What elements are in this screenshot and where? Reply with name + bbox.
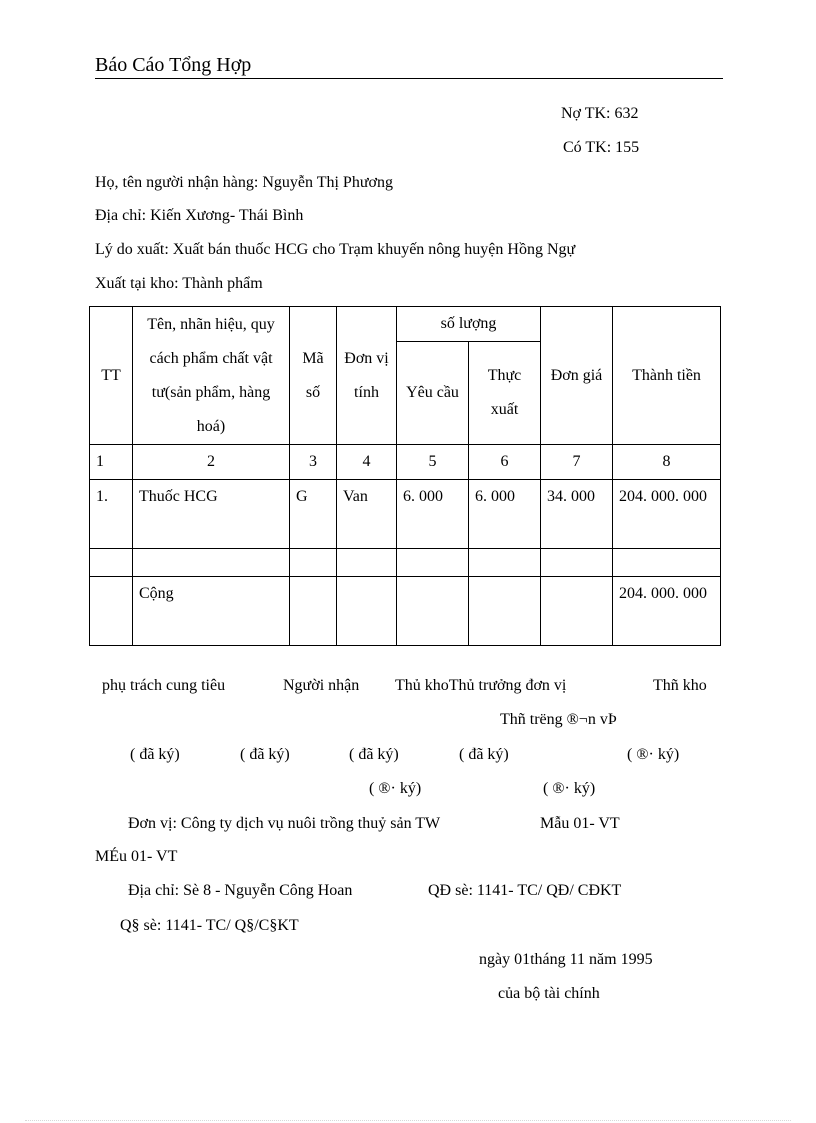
empty-cell (397, 577, 469, 646)
sign-keeper-head: Thủ khoThủ trưởng đơn vị (395, 677, 567, 694)
footer-date: ngày 01tháng 11 năm 1995 (479, 951, 653, 968)
table-row (90, 549, 721, 577)
row-amount: 204. 000. 000 (613, 480, 721, 549)
row-price: 34. 000 (541, 480, 613, 549)
empty-cell (541, 577, 613, 646)
empty-cell (290, 549, 337, 577)
colnum-4: 4 (337, 445, 397, 480)
header-unit: Đơn vị tính (337, 307, 397, 445)
header-actual: Thực xuất (469, 342, 541, 445)
footer-decision-garbled: Q§ sè: 1141- TC/ Q§/C§KT (120, 917, 299, 934)
empty-cell (90, 577, 133, 646)
header-quantity: số lượng (397, 307, 541, 342)
row-code: G (290, 480, 337, 549)
footer-form: Mẫu 01- VT (540, 815, 620, 832)
footer-address: Địa chỉ: Sè 8 - Nguyễn Công Hoan (128, 882, 353, 899)
page-title: Báo Cáo Tổng Hợp (95, 54, 252, 76)
colnum-3: 3 (290, 445, 337, 480)
row-requested: 6. 000 (397, 480, 469, 549)
page-bottom-divider (25, 1120, 791, 1121)
colnum-5: 5 (397, 445, 469, 480)
export-reason: Lý do xuất: Xuất bán thuốc HCG cho Trạm khuyến nông huyện Hồng Ngự (95, 241, 576, 258)
header-name: Tên, nhãn hiệu, quy cách phẩm chất vật tư(sản phẩm, hàng hoá) (133, 307, 290, 445)
empty-cell (541, 549, 613, 577)
empty-cell (469, 577, 541, 646)
empty-cell (90, 549, 133, 577)
row-name: Thuốc HCG (133, 480, 290, 549)
footer-decision: QĐ sè: 1141- TC/ QĐ/ CĐKT (428, 882, 622, 899)
header-divider (95, 78, 723, 79)
signed-garbled-2: ( ®· ký) (543, 780, 596, 797)
total-row (90, 577, 721, 646)
footer-ministry: của bộ tài chính (498, 985, 600, 1002)
empty-cell (290, 577, 337, 646)
sign-receiver: Người nhận (283, 677, 360, 694)
empty-cell (337, 549, 397, 577)
row-unit: Van (337, 480, 397, 549)
signed-receiver: ( đã ký) (240, 746, 290, 763)
header-amount: Thành tiền (613, 307, 721, 445)
row-tt: 1. (90, 480, 133, 549)
empty-cell (397, 549, 469, 577)
total-label: Cộng (133, 577, 290, 646)
colnum-1: 1 (90, 445, 133, 480)
sign-head-garbled: Thñ trëng ®¬n vÞ (500, 711, 617, 728)
signed-supply: ( đã ký) (130, 746, 180, 763)
goods-table (89, 306, 721, 646)
table-row (90, 480, 721, 549)
header-price: Đơn giá (541, 307, 613, 445)
empty-cell (133, 549, 290, 577)
colnum-8: 8 (613, 445, 721, 480)
header-code: Mã số (290, 307, 337, 445)
signed-head: ( đã ký) (459, 746, 509, 763)
receiver-name: Họ, tên người nhận hàng: Nguyễn Thị Phương (95, 174, 393, 191)
signed-keeper: ( đã ký) (349, 746, 399, 763)
header-tt: TT (90, 307, 133, 445)
colnum-6: 6 (469, 445, 541, 480)
header-requested: Yêu cầu (397, 342, 469, 445)
footer-form-garbled: MÉu 01- VT (95, 848, 178, 865)
colnum-7: 7 (541, 445, 613, 480)
credit-account: Có TK: 155 (563, 139, 640, 156)
signed-garbled-1: ( ®· ký) (369, 780, 422, 797)
row-actual: 6. 000 (469, 480, 541, 549)
receiver-address: Địa chỉ: Kiến Xương- Thái Bình (95, 207, 304, 224)
footer-unit: Đơn vị: Công ty dịch vụ nuôi trồng thuỷ sản TW (128, 815, 441, 832)
debit-account: Nợ TK: 632 (561, 105, 639, 122)
empty-cell (337, 577, 397, 646)
export-warehouse: Xuất tại kho: Thành phẩm (95, 275, 263, 292)
empty-cell (613, 549, 721, 577)
sign-supply: phụ trách cung tiêu (102, 677, 226, 694)
colnum-2: 2 (133, 445, 290, 480)
empty-cell (469, 549, 541, 577)
sign-keeper-garbled: Thñ kho (653, 677, 707, 694)
total-amount: 204. 000. 000 (613, 577, 721, 646)
signed-keeper-garbled: ( ®· ký) (627, 746, 680, 763)
